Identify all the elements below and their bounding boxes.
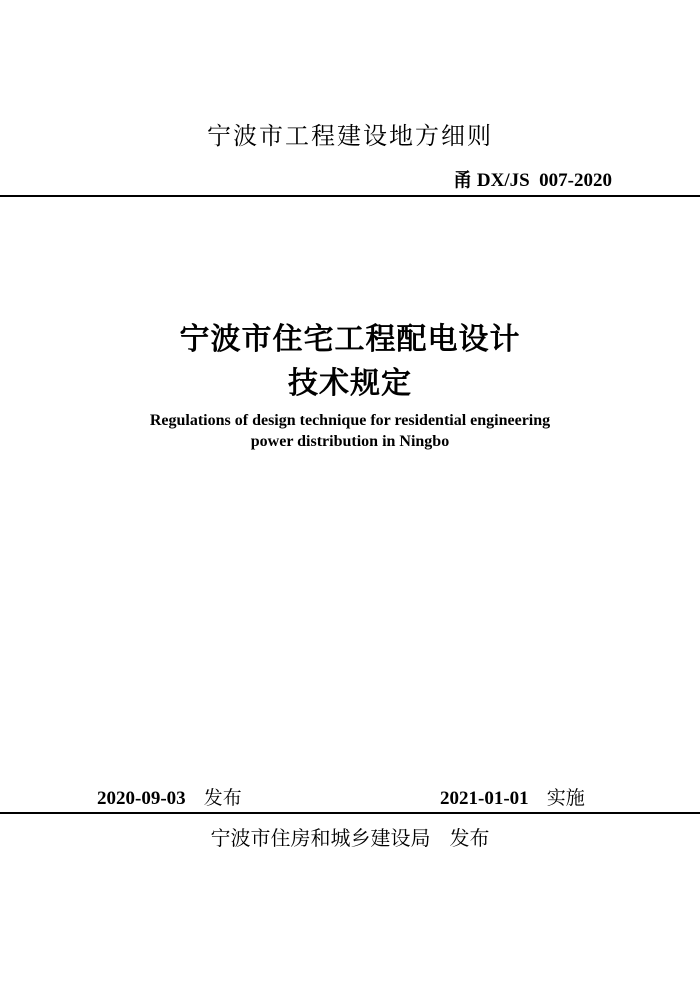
implement-date-block: [440, 783, 585, 810]
english-subtitle: [0, 410, 700, 452]
document-title-line1: 宁波市住宅工程配电设计: [179, 322, 521, 357]
top-divider: [0, 195, 700, 197]
release-label: 发布: [203, 787, 242, 809]
implement-date: 2021-01-01: [440, 788, 529, 809]
publisher-name: 宁波市住房和城乡建设局: [210, 826, 431, 850]
release-date-block: [97, 783, 242, 810]
release-date: 2020-09-03: [97, 788, 186, 809]
implement-label: 实施: [546, 787, 585, 809]
document-title-line2: 技术规定: [288, 366, 412, 401]
english-subtitle-line1: Regulations of design technique for residential engineering: [149, 412, 551, 429]
series-title: 宁波市工程建设地方细则: [207, 122, 493, 150]
english-subtitle-line2: power distribution in Ningbo: [250, 433, 450, 450]
bottom-divider: [0, 812, 700, 814]
publisher-label: 发布: [449, 826, 490, 850]
standard-code: 甬 DX/JS 007-2020: [453, 170, 612, 191]
publisher-line: [0, 822, 700, 851]
